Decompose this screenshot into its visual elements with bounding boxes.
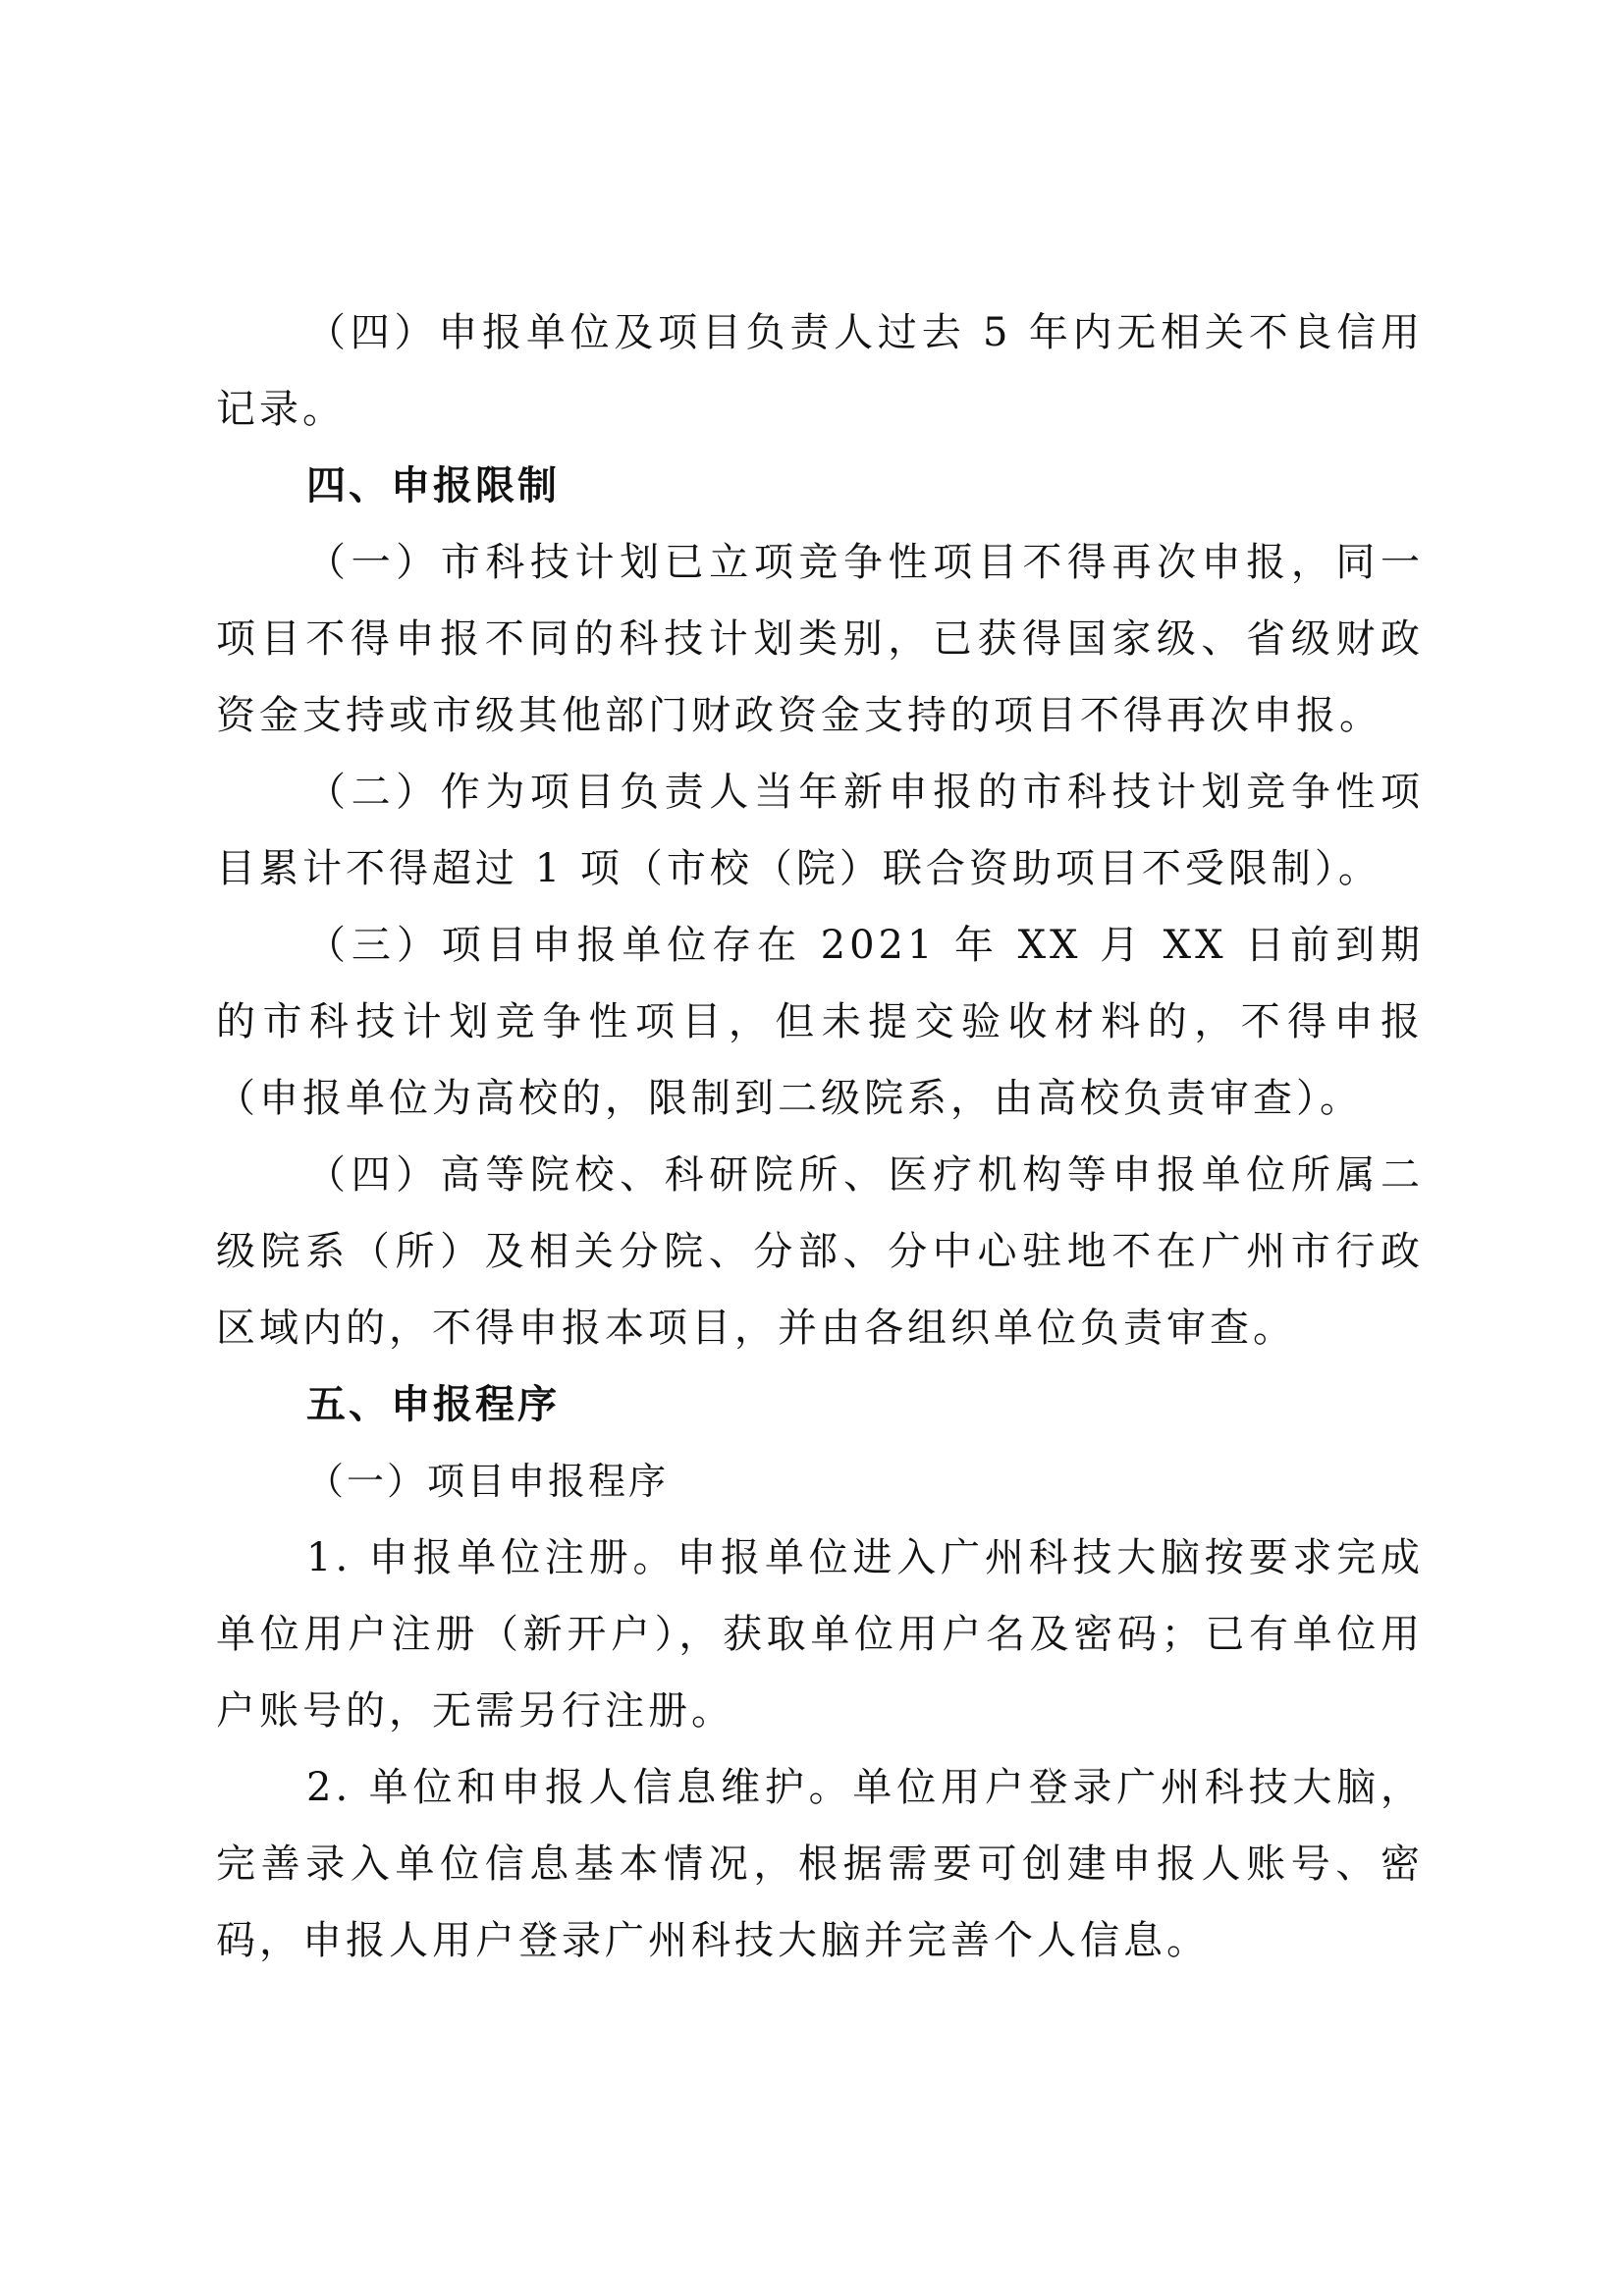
- paragraph-restriction-1: （一）市科技计划已立项竞争性项目不得再次申报，同一项目不得申报不同的科技计划类别，已获得国家级、省级财政资金支持或市级其他部门财政资金支持的项目不得再次申报。: [216, 540, 1424, 738]
- paragraph-restriction-2: （二）作为项目负责人当年新申报的市科技计划竞争性项目累计不得超过 1 项（市校（院）联合资助项目不受限制）。: [216, 770, 1424, 891]
- paragraph-restriction-4: （四）高等院校、科研院所、医疗机构等申报单位所属二级院系（所）及相关分院、分部、分中心驻地不在广州市行政区域内的，不得申报本项目，并由各组织单位负责审查。: [216, 1152, 1424, 1351]
- paragraph-procedure-step-2: 2. 单位和申报人信息维护。单位用户登录广州科技大脑，完善录入单位信息基本情况，根据需要可创建申报人账号、密码，申报人用户登录广州科技大脑并完善个人信息。: [216, 1765, 1424, 1963]
- paragraph-credit-record: （四）申报单位及项目负责人过去 5 年内无相关不良信用记录。: [216, 310, 1424, 432]
- section-heading-application-procedure: 五、申报程序: [306, 1382, 560, 1427]
- section-heading-application-restrictions: 四、申报限制: [306, 463, 560, 508]
- document-page: [216, 294, 1424, 1979]
- subsection-heading-project-procedure: （一）项目申报程序: [306, 1460, 670, 1503]
- paragraph-procedure-step-1: 1. 申报单位注册。申报单位进入广州科技大脑按要求完成单位用户注册（新开户），获取单位用户名及密码；已有单位用户账号的，无需另行注册。: [216, 1535, 1424, 1734]
- paragraph-restriction-3: （三）项目申报单位存在 2021 年 XX 月 XX 日前到期的市科技计划竞争性项目，但未提交验收材料的，不得申报（申报单位为高校的，限制到二级院系，由高校负责审查）。: [216, 923, 1424, 1121]
